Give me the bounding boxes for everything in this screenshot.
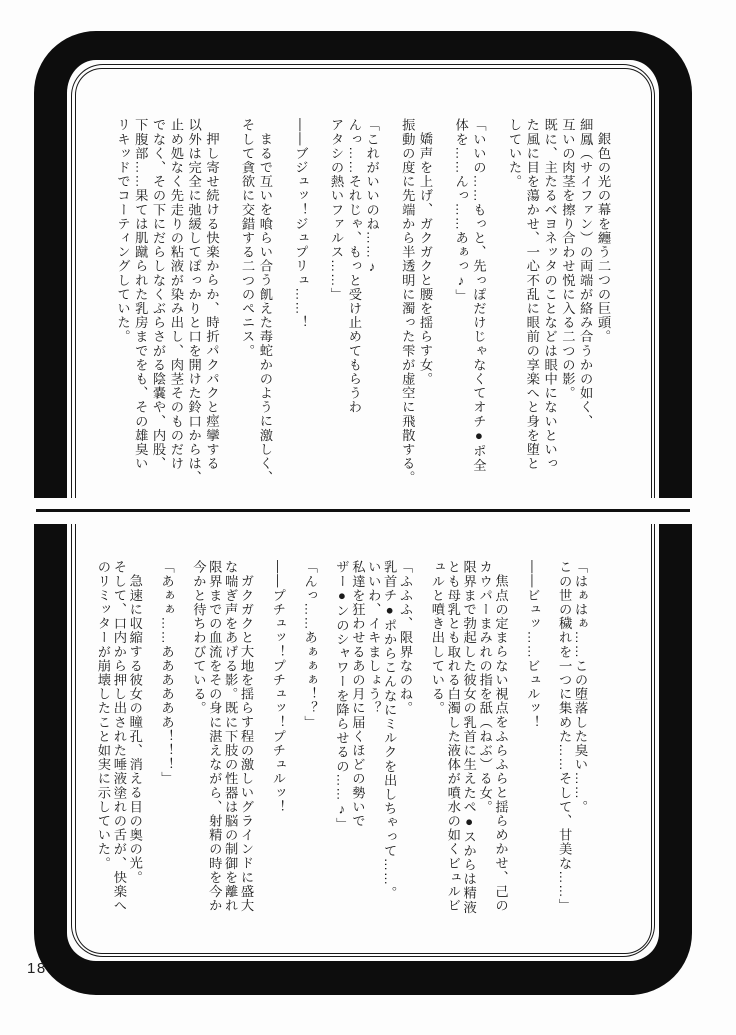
text-line: そして貪欲に交錯する二つのペニス。: [240, 118, 256, 358]
text-line: 「はぁはぁ……この堕落した臭い……。: [573, 560, 588, 814]
bottom-panel-text: [95, 560, 588, 928]
paragraph: [398, 118, 434, 486]
text-line: 既に、主たるベヨネッタのことなどは眼中にないといっ: [542, 118, 558, 471]
paragraph: [327, 118, 380, 486]
text-line: ――ブジュッ！ジュプリュ……！: [293, 118, 309, 330]
text-line: ガクガクと大地を揺らす程の激しいグラインドに盛大: [239, 574, 255, 913]
paragraph: [505, 118, 612, 486]
text-line: 急速に収縮する彼女の瞳孔、消える目の奥の光。: [127, 574, 143, 885]
text-line: まるで互いを喰らい合う飢えた毒蛇かのように激しく、: [257, 132, 273, 485]
paragraph: [334, 560, 414, 928]
paragraph: [190, 560, 254, 928]
top-panel-text: [114, 118, 612, 486]
text-line: アタシの熱いファルス……」: [329, 118, 345, 302]
text-line: この世の穢れを一つに集めた……そして、甘美な……」: [557, 560, 573, 913]
text-line: 体を……んっ……あぁっ♪」: [453, 118, 469, 303]
paragraph: [292, 118, 310, 486]
paragraph: [452, 118, 488, 486]
text-line: 「これがいいのね……♪: [364, 118, 380, 275]
text-line: 止め処なく先走りの粘液が染み出し、肉茎そのものだけ: [168, 118, 184, 471]
paragraph: [429, 560, 509, 928]
text-line: 「んっ……あぁぁぁ！？」: [302, 560, 318, 730]
text-line: 「ふふふ、限界なのね。: [398, 560, 414, 716]
paragraph: [238, 118, 274, 486]
text-line: 互いの肉茎を擦り合わせ悦に入る二つの影。: [560, 118, 576, 400]
text-line: 私達を狂わせるあの月に届くほどの勢いで: [350, 560, 366, 828]
text-line: 押し寄せ続ける快楽からか、時折パクパクと痙攣する: [204, 132, 220, 471]
text-line: 嬌声を上げ、ガクガクと腰を揺らす女。: [418, 132, 434, 386]
page-number: 18: [27, 960, 47, 977]
text-line: 下腹部……果ては肌蹴られた乳房までをも、その雄臭い: [133, 118, 149, 471]
paragraph: [159, 560, 175, 928]
text-line: そして、口内から押し出された唾液塗れの舌が、快楽へ: [111, 560, 127, 913]
text-line: た風に目を蕩かせ、一心不乱に眼前の享楽へと身を堕と: [524, 118, 540, 471]
paragraph: [556, 560, 588, 928]
text-line: のリミッターが崩壊したこと如実に示していた。: [95, 560, 111, 871]
panel-divider-rule: [36, 509, 690, 512]
paragraph: [524, 560, 540, 928]
text-line: 振動の度に先端から半透明に濁った雫が虚空に飛散する。: [400, 118, 416, 485]
paragraph: [95, 560, 143, 928]
paragraph: [270, 560, 286, 928]
text-line: 細鳳（サイファン）の両端が絡み合うかの如く、: [578, 118, 594, 429]
text-line: でなく、その下にだらしなくぶらさがる陰嚢や、内股、: [151, 118, 167, 471]
text-line: していた。: [507, 118, 523, 189]
text-line: カウパーまみれの指を舐（ねぶ）る女。: [477, 560, 493, 814]
paragraph: [302, 560, 318, 928]
text-line: 銀色の光の幕を纏う二つの巨頭。: [596, 132, 611, 344]
text-line: 今かと待ちわびている。: [191, 560, 207, 716]
text-line: いいわ、イキましょう？: [366, 560, 382, 716]
text-line: ――プチュッ！プチュッ！プチュルッ！: [270, 560, 286, 814]
text-line: 以外は完全に弛緩してぽっかりと口を開けた鈴口からは、: [186, 118, 202, 485]
text-line: ュルと噴き出している。: [429, 560, 445, 716]
paragraph: [114, 118, 221, 486]
text-line: ザー●ンのシャワーを降らせるの……♪」: [334, 560, 350, 832]
text-line: んっ……それじゃ、もっと受け止めてもらうわ: [346, 118, 362, 415]
text-line: な喘ぎ声をあげる影。既に下肢の性器は脳の制御を離れ: [223, 560, 239, 913]
text-line: 乳首チ●ポからこんなにミルクを出しちゃって……。: [382, 560, 398, 901]
text-line: ――ビュッ……ビュルッ！: [525, 560, 541, 730]
text-line: 焦点の定まらない視点をふらふらと揺らめかせ、己の: [493, 574, 509, 913]
text-line: とも母乳とも取れる白濁した液体が噴水の如くビュルビ: [445, 560, 461, 913]
text-line: 限界までの血流をその身に湛えながら、射精の時を今か: [207, 560, 223, 913]
text-line: リキッドでコーティングしていた。: [115, 118, 131, 344]
text-line: 「あぁぁ……ああああああ！！！」: [159, 560, 175, 786]
text-line: 限界まで勃起した彼女の乳首に生えたペ●スからは精液: [461, 560, 477, 915]
text-line: 「いいの……もっと、先っぽだけじゃなくてオチ●ポ全: [471, 118, 487, 473]
